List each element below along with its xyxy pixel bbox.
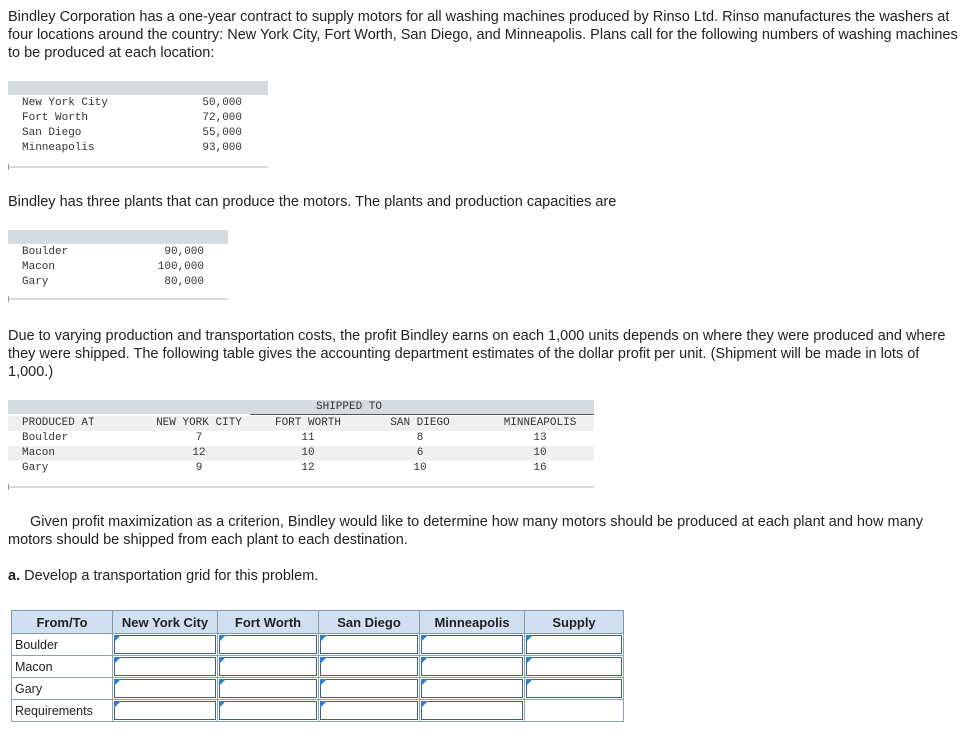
profit-table-bottom-bar xyxy=(8,486,594,488)
criterion-paragraph: Given profit maximization as a criterion, Bindley would like to determine how many motors should be produced at each plant and how many motors should be shipped from each plant to each destination. xyxy=(8,514,924,548)
macon-new-york-input[interactable] xyxy=(114,657,216,676)
grid-header-new-york-city: New York City xyxy=(113,611,218,634)
boulder-san-diego-input[interactable] xyxy=(320,635,418,654)
macon-supply-input[interactable] xyxy=(526,657,622,676)
requirements-san-diego-input[interactable] xyxy=(320,701,418,720)
grid-cell xyxy=(525,656,624,678)
table-cell: 13 xyxy=(533,432,547,444)
grid-cell xyxy=(218,678,319,700)
grid-cell xyxy=(319,634,420,656)
plant-capacity: 80,000 xyxy=(164,276,204,288)
plants-paragraph: Bindley has three plants that can produce the motors. The plants and production capacities are xyxy=(8,194,617,210)
demand-qty: 50,000 xyxy=(202,97,242,109)
boulder-new-york-input[interactable] xyxy=(114,635,216,654)
table-row xyxy=(22,126,242,141)
grid-cell xyxy=(319,656,420,678)
table-cell: Macon xyxy=(22,447,56,459)
column-header: SAN DIEGO xyxy=(390,417,450,429)
table-header-row xyxy=(8,416,594,431)
requirements-fort-worth-input[interactable] xyxy=(219,701,317,720)
table-row xyxy=(22,260,204,275)
grid-header-minneapolis: Minneapolis xyxy=(420,611,525,634)
demand-table xyxy=(22,96,242,156)
grid-cell xyxy=(218,634,319,656)
grid-cell xyxy=(525,678,624,700)
table-row xyxy=(22,96,242,111)
table-cell: 7 xyxy=(195,432,203,444)
grid-header-san-diego: San Diego xyxy=(319,611,420,634)
table-cell: 12 xyxy=(301,462,315,474)
demand-qty: 93,000 xyxy=(202,142,242,154)
grid-row-label: Boulder xyxy=(12,634,113,656)
grid-header-supply: Supply xyxy=(525,611,624,634)
grid-row-label: Gary xyxy=(12,678,113,700)
gary-supply-input[interactable] xyxy=(526,679,622,698)
grid-cell xyxy=(420,678,525,700)
table-cell: 8 xyxy=(416,432,424,444)
plant-name: Macon xyxy=(22,261,56,273)
grid-cell xyxy=(113,700,218,722)
table-row xyxy=(22,141,242,156)
demand-qty: 72,000 xyxy=(202,112,242,124)
demand-city: New York City xyxy=(22,97,108,109)
table-cell: 10 xyxy=(301,447,315,459)
grid-header-from-to: From/To xyxy=(12,611,113,634)
grid-header-fort-worth: Fort Worth xyxy=(218,611,319,634)
plants-table-top-bar xyxy=(8,230,228,244)
grid-row-label: Requirements xyxy=(12,700,113,722)
macon-san-diego-input[interactable] xyxy=(320,657,418,676)
table-row xyxy=(8,461,594,476)
table-row xyxy=(22,275,204,290)
column-header: NEW YORK CITY xyxy=(156,417,242,429)
requirements-new-york-input[interactable] xyxy=(114,701,216,720)
table-cell: 9 xyxy=(195,462,203,474)
demand-qty: 55,000 xyxy=(202,127,242,139)
gary-new-york-input[interactable] xyxy=(114,679,216,698)
grid-cell xyxy=(218,700,319,722)
table-cell: 10 xyxy=(533,447,547,459)
table-row xyxy=(8,431,594,446)
table-row xyxy=(22,111,242,126)
grid-cell-empty xyxy=(525,700,624,722)
boulder-fort-worth-input[interactable] xyxy=(219,635,317,654)
grid-row-label: Macon xyxy=(12,656,113,678)
transportation-grid xyxy=(11,610,624,722)
shipped-to-label: SHIPPED TO xyxy=(316,401,383,413)
intro-paragraph: Bindley Corporation has a one-year contract to supply motors for all washing machines produced by Rinso Ltd. Rinso manufactures the washers at four locations around the country: New York City, Fort Worth, San Diego, and Minneapolis. Plans call for the following numbers of washing machines to be produced at each location: xyxy=(8,9,958,61)
table-cell: Boulder xyxy=(22,432,69,444)
table-cell: 10 xyxy=(413,462,427,474)
plants-table-bottom-bar xyxy=(8,298,228,300)
demand-table-bottom-bar xyxy=(8,166,268,168)
demand-table-tick xyxy=(8,164,9,170)
boulder-minneapolis-input[interactable] xyxy=(421,635,523,654)
plants-table-tick xyxy=(8,296,9,302)
column-header: PRODUCED AT xyxy=(22,417,95,429)
table-row xyxy=(8,446,594,461)
grid-cell xyxy=(420,656,525,678)
table-cell: 12 xyxy=(192,447,206,459)
column-header: MINNEAPOLIS xyxy=(503,417,577,429)
grid-row-requirements xyxy=(12,700,624,722)
table-cell: 11 xyxy=(301,432,315,444)
plants-table xyxy=(22,245,204,290)
table-cell: 6 xyxy=(416,447,424,459)
plant-name: Gary xyxy=(22,276,49,288)
grid-row-macon xyxy=(12,656,624,678)
grid-header-row xyxy=(12,611,624,634)
plant-capacity: 90,000 xyxy=(164,246,204,258)
question-text: Develop a transportation grid for this problem. xyxy=(20,568,319,584)
gary-fort-worth-input[interactable] xyxy=(219,679,317,698)
plant-capacity: 100,000 xyxy=(157,261,204,273)
macon-fort-worth-input[interactable] xyxy=(219,657,317,676)
profit-table-tick xyxy=(8,484,9,490)
gary-minneapolis-input[interactable] xyxy=(421,679,523,698)
demand-city: Fort Worth xyxy=(22,112,89,124)
column-header: FORT WORTH xyxy=(274,417,341,429)
demand-city: San Diego xyxy=(22,127,82,139)
grid-cell xyxy=(525,634,624,656)
demand-city: Minneapolis xyxy=(22,142,95,154)
plant-name: Boulder xyxy=(22,246,69,258)
grid-cell xyxy=(319,678,420,700)
table-cell: Gary xyxy=(22,462,49,474)
gary-san-diego-input[interactable] xyxy=(320,679,418,698)
table-row xyxy=(22,245,204,260)
grid-cell xyxy=(218,656,319,678)
grid-cell xyxy=(113,656,218,678)
shipped-to-rule xyxy=(250,414,594,415)
question-label: a. xyxy=(8,568,21,584)
grid-cell xyxy=(420,634,525,656)
grid-row-gary xyxy=(12,678,624,700)
grid-cell xyxy=(420,700,525,722)
profit-table-top-bar xyxy=(8,400,594,414)
requirements-minneapolis-input[interactable] xyxy=(421,701,523,720)
grid-row-boulder xyxy=(12,634,624,656)
profit-paragraph: Due to varying production and transportation costs, the profit Bindley earns on each 1,000 units depends on where they were produced and where they were shipped. The following table gives the accounting department estimates of the dollar profit per unit. (Shipment will be made in lots of 1,000.) xyxy=(8,328,946,380)
grid-cell xyxy=(113,634,218,656)
grid-cell xyxy=(113,678,218,700)
boulder-supply-input[interactable] xyxy=(526,635,622,654)
table-cell: 16 xyxy=(533,462,547,474)
profit-table xyxy=(8,416,594,476)
macon-minneapolis-input[interactable] xyxy=(421,657,523,676)
question-a xyxy=(8,567,958,585)
grid-cell xyxy=(319,700,420,722)
demand-table-top-bar xyxy=(8,81,268,95)
